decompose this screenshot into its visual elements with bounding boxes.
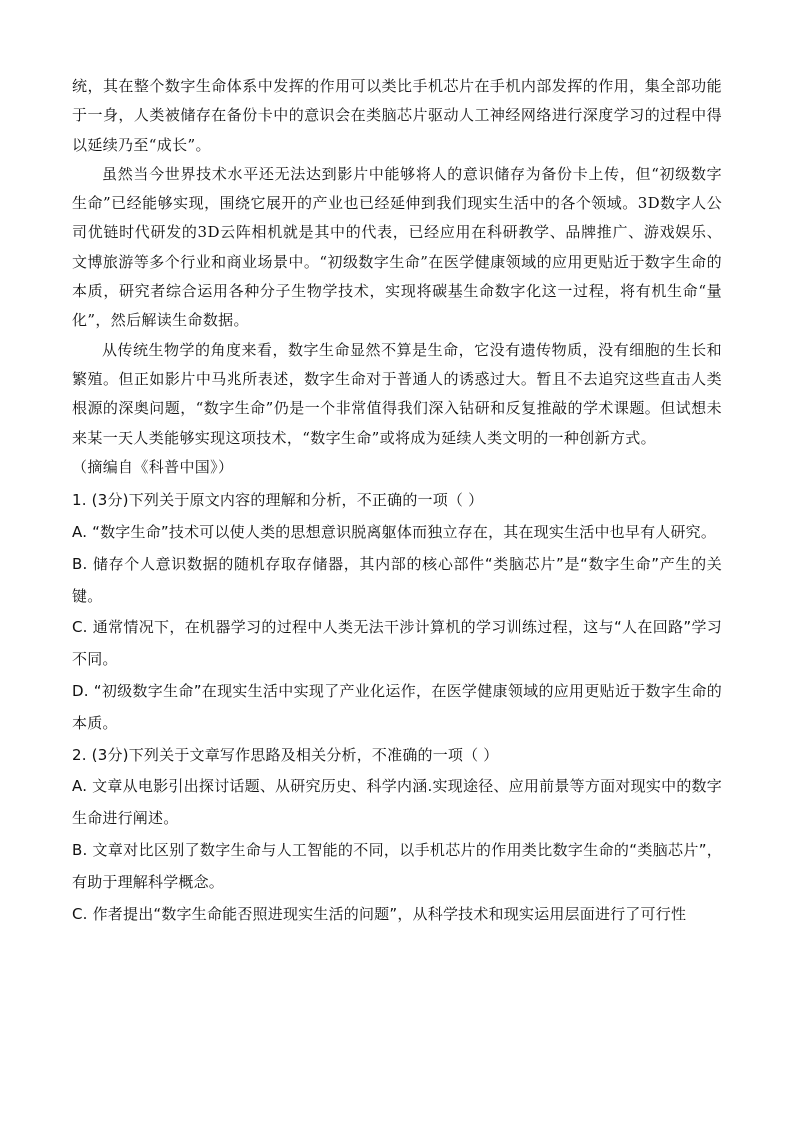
question-2 (72, 740, 722, 931)
option-b: B. 文章对比区别了数字生命与人工智能的不同，以手机芯片的作用类比数字生命的“类脑芯片”，有助于理解科学概念。 (72, 840, 722, 891)
document-page (72, 72, 722, 930)
passage-paragraph: 从传统生物学的角度来看，数字生命显然不算是生命，它没有遗传物质，没有细胞的生长和繁殖。但正如影片中马兆所表述，数字生命对于普通人的诱惑过大。暂且不去追究这些直击人类根源的深奥问题，“数字生命”仍是一个非常值得我们深入钻研和反复推敲的学术课题。但试想未来某一天人类能够实现这项技术，“数字生命”或将成为延续人类文明的一种创新方式。 (72, 340, 722, 447)
passage-paragraph: 统，其在整个数字生命体系中发挥的作用可以类比手机芯片在手机内部发挥的作用，集全部功能于一身，人类被储存在备份卡中的意识会在类脑芯片驱动人工神经网络进行深度学习的过程中得以延续乃至“成长”。 (72, 77, 722, 154)
option-a: A. “数字生命”技术可以使人类的思想意识脱离躯体而独立存在，其在现实生活中也早有人研究。 (72, 522, 717, 541)
question-stem: 2. (3分)下列关于文章写作思路及相关分析，不准确的一项（ ） (72, 745, 499, 764)
option-c: C. 作者提出“数字生命能否照进现实生活的问题”，从科学技术和现实运用层面进行了可行性 (72, 904, 687, 923)
question-list (72, 485, 722, 930)
passage-paragraph: 虽然当今世界技术水平还无法达到影片中能够将人的意识储存为备份卡上传，但“初级数字生命”已经能够实现，围绕它展开的产业也已经延伸到我们现实生活中的各个领域。3D数字人公司优链时代研发的3D云阵相机就是其中的代表，已经应用在科研教学、品牌推广、游戏娱乐、文博旅游等多个行业和商业场景中。“初级数字生命”在医学健康领域的应用更贴近于数字生命的本质，研究者综合运用各种分子生物学技术，实现将碳基生命数字化这一过程，将有机生命“量化”，然后解读生命数据。 (72, 164, 722, 330)
reading-passage (72, 72, 722, 482)
option-c: C. 通常情况下，在机器学习的过程中人类无法干涉计算机的学习训练过程，这与“人在回路”学习不同。 (72, 618, 722, 669)
question-1 (72, 485, 722, 739)
question-stem: 1. (3分)下列关于原文内容的理解和分析，不正确的一项（ ） (72, 491, 484, 510)
option-a: A. 文章从电影引出探讨话题、从研究历史、科学内涵.实现途径、应用前景等方面对现实中的数字生命进行阐述。 (72, 777, 722, 828)
option-d: D. “初级数字生命”在现实生活中实现了产业化运作，在医学健康领域的应用更贴近于数字生命的本质。 (72, 681, 722, 732)
option-b: B. 储存个人意识数据的随机存取存储器，其内部的核心部件“类脑芯片”是“数字生命”产生的关键。 (72, 554, 722, 605)
passage-source: （摘编自《科普中国》） (72, 457, 234, 476)
